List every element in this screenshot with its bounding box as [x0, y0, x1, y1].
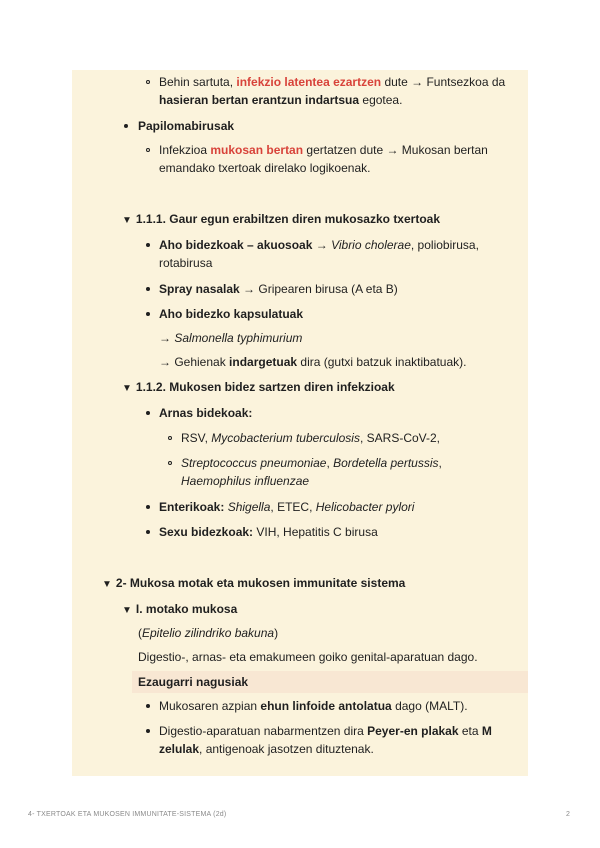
text-line: Arnas bidekoak:: [159, 406, 253, 420]
bullet: [146, 505, 150, 509]
toggle-triangle-icon[interactable]: ▼: [122, 215, 132, 226]
text-line: Digestio-aparatuan nabarmentzen dira Peyer-en plakak eta M: [159, 724, 492, 738]
text-line: (Epitelio zilindriko bakuna): [138, 626, 279, 640]
text-line: → Gehienak indargetuak dira (gutxi batzuk inaktibatuak).: [159, 355, 467, 369]
toggle-heading-111[interactable]: ▼ 1.1.1. Gaur egun erabiltzen diren mukosazko txertoak: [122, 212, 441, 226]
bullet: [124, 124, 128, 128]
text-line: Haemophilus influenzae: [181, 474, 310, 488]
text-line: Aho bidezkoak – akuosoak → Vibrio cholerae, poliobirusa,: [159, 238, 479, 252]
toggle-heading-112[interactable]: ▼ 1.1.2. Mukosen bidez sartzen diren infekzioak: [122, 380, 395, 394]
text-line: Aho bidezko kapsulatuak: [159, 307, 304, 321]
sub-bullet: [168, 461, 172, 465]
bullet: [146, 243, 150, 247]
toggle-triangle-icon[interactable]: ▼: [122, 383, 132, 394]
bullet: [146, 530, 150, 534]
text-line: Sexu bidezkoak: VIH, Hepatitis C birusa: [159, 525, 378, 539]
toggle-triangle-icon[interactable]: ▼: [102, 579, 112, 590]
toggle-triangle-icon[interactable]: ▼: [122, 605, 132, 616]
text-line: RSV, Mycobacterium tuberculosis, SARS-CoV-2,: [181, 431, 441, 445]
bullet: [146, 729, 150, 733]
sub-bullet: [168, 436, 172, 440]
bullet: [146, 312, 150, 316]
text-line: → Salmonella typhimurium: [159, 331, 303, 345]
text-line: Infekzioa mukosan bertan gertatzen dute → Mukosan bertan: [159, 143, 488, 157]
bullet: [146, 411, 150, 415]
text-line: Spray nasalak → Gripearen birusa (A eta B): [159, 282, 398, 296]
sub-bullet: [146, 148, 150, 152]
text-line: emandako txertoak direlako logikoenak.: [159, 161, 371, 175]
text-line: Streptococcus pneumoniae, Bordetella pertussis,: [181, 456, 442, 470]
text-line: Enterikoak: Shigella, ETEC, Helicobacter pylori: [159, 500, 415, 514]
text-line: Behin sartuta, infekzio latentea ezartzen dute → Funtsezkoa da: [159, 75, 506, 89]
text-line: Digestio-, arnas- eta emakumeen goiko genital-aparatuan dago.: [138, 650, 478, 664]
bullet: [146, 704, 150, 708]
text-line: zelulak, antigenoak jasotzen dituztenak.: [159, 742, 374, 756]
page-number: 2: [566, 811, 571, 818]
subheading: Ezaugarri nagusiak: [138, 675, 249, 689]
text-line: rotabirusa: [159, 256, 213, 270]
page-footer-title: 4- TXERTOAK ETA MUKOSEN IMMUNITATE-SISTEMA (2d): [28, 811, 227, 818]
toggle-heading-I[interactable]: ▼ I. motako mukosa: [122, 602, 238, 616]
list-item-title: Papilomabirusak: [138, 119, 235, 133]
bullet: [146, 287, 150, 291]
text-line: Mukosaren azpian ehun linfoide antolatua dago (MALT).: [159, 699, 468, 713]
sub-bullet: [146, 80, 150, 84]
text-line: hasieran bertan erantzun indartsua egotea.: [159, 93, 403, 107]
toggle-heading-2[interactable]: ▼ 2- Mukosa motak eta mukosen immunitate sistema: [102, 576, 406, 590]
